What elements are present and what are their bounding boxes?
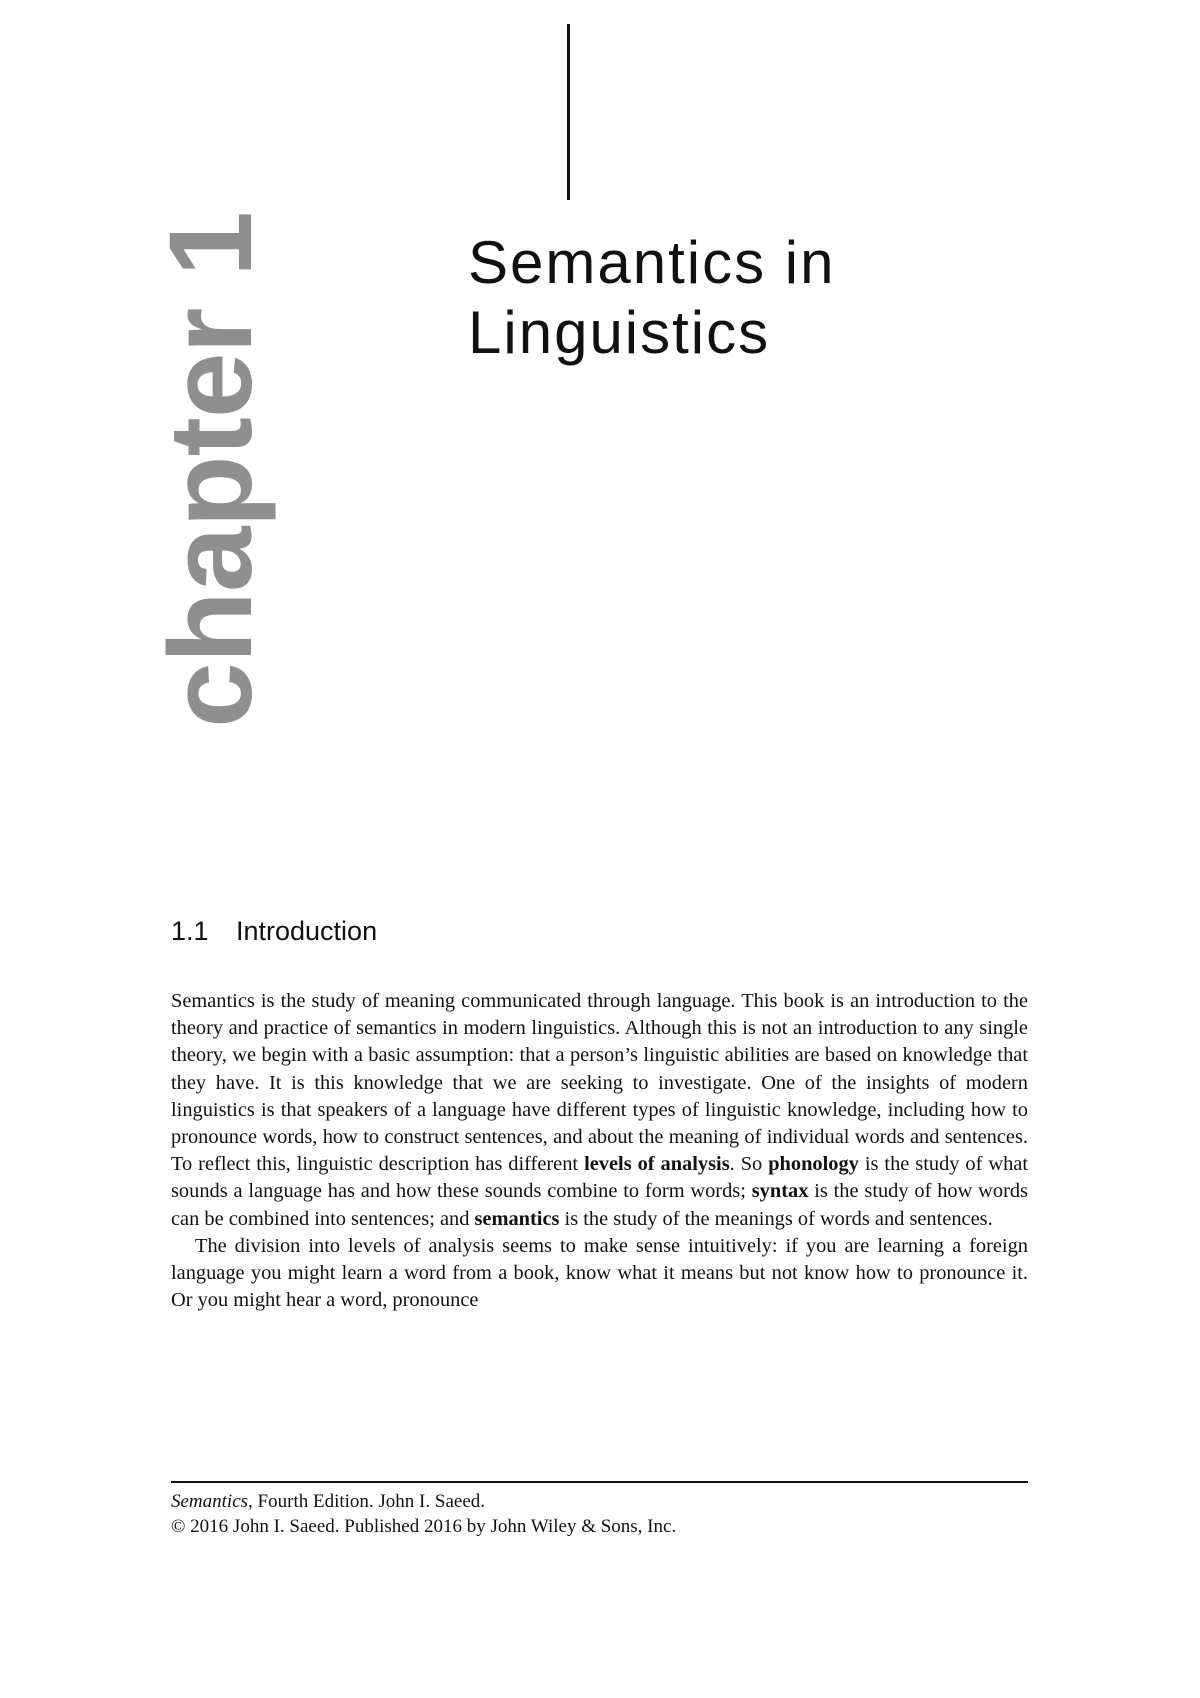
- footer-edition: , Fourth Edition. John I. Saeed.: [248, 1491, 485, 1512]
- chapter-title-line2: Linguistics: [468, 299, 771, 366]
- footer-book-title: Semantics: [171, 1491, 249, 1512]
- paragraph-1-text-4: is the study of how words can be combined into sentences; and: [171, 1180, 1028, 1230]
- section-number: 1.1: [171, 916, 209, 946]
- paragraph-1-text-1: Semantics is the study of meaning communicated through language. This book is an introduction to the theory and practice of semantics in modern linguistics. Although this is not an introduction to any single theory, we begin with a basic assumption: that a person’s linguistic abilities are based on knowledge that they have. It is this knowledge that we are seeking to investigate. One of the insights of modern linguistics is that speakers of a language have different types of linguistic knowledge, including how to pronounce words, how to construct sentences, and about the meaning of individual words and sentences. To reflect this, linguistic description has different: [171, 990, 1028, 1176]
- section-heading: [171, 916, 377, 947]
- footer-copyright: © 2016 John I. Saeed. Published 2016 by John Wiley & Sons, Inc.: [171, 1516, 677, 1537]
- term-semantics: semantics: [474, 1207, 560, 1230]
- paragraph-1-text-3: is the study of what sounds a language has and how these sounds combine to form words;: [171, 1153, 1028, 1203]
- paragraph-1-text-5: is the study of the meanings of words and sentences.: [559, 1207, 993, 1230]
- paragraph-2: The division into levels of analysis seems to make sense intuitively: if you are learning a foreign language you might learn a word from a book, know what it means but not know how to pronounce it. Or you might hear a word, pronounce: [171, 1234, 1028, 1312]
- term-levels-of-analysis: levels of analysis: [584, 1153, 730, 1176]
- body-text: [171, 988, 1028, 1314]
- chapter-title-line1: Semantics in: [468, 229, 836, 296]
- chapter-label: chapter 1: [145, 212, 277, 728]
- term-syntax: syntax: [751, 1180, 809, 1203]
- chapter-title: [468, 228, 835, 368]
- section-title: Introduction: [236, 916, 378, 946]
- chapter-rule: [567, 24, 570, 200]
- footer-line-1: [171, 1489, 1028, 1514]
- paragraph-1-text-2: . So: [729, 1153, 769, 1176]
- footer: [171, 1489, 1028, 1539]
- paragraph-1: [171, 988, 1028, 1233]
- term-phonology: phonology: [768, 1153, 859, 1176]
- footer-rule: [171, 1481, 1028, 1483]
